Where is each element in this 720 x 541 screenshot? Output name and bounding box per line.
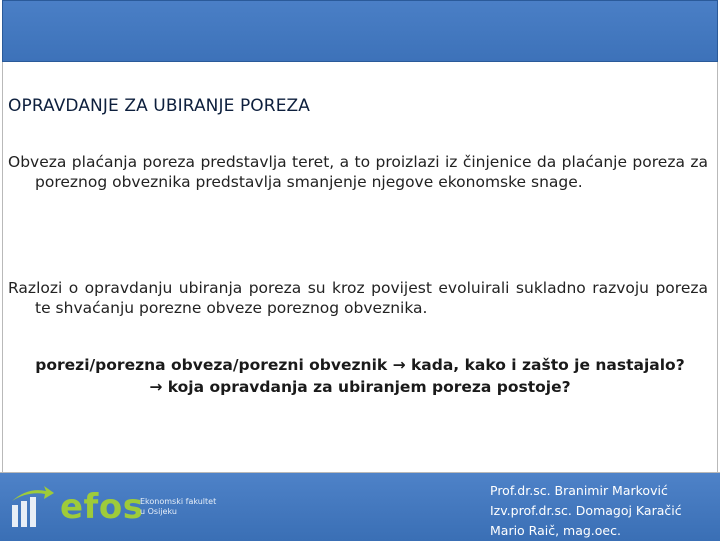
- author-list: [490, 481, 682, 541]
- slide-heading: OPRAVDANJE ZA UBIRANJE POREZA: [8, 96, 311, 116]
- emphasis-block: [0, 354, 720, 398]
- logo-subtitle: [140, 497, 220, 517]
- logo-wordmark: efos: [60, 487, 144, 527]
- emphasis-line-2: → koja opravdanja za ubiranjem poreza postoje?: [149, 378, 571, 396]
- author-2: Izv.prof.dr.sc. Domagoj Karačić: [490, 503, 682, 518]
- efos-logo: [10, 483, 220, 533]
- logo-subtitle-line-2: u Osijeku: [140, 507, 177, 516]
- title-bar: [2, 0, 718, 62]
- author-1: Prof.dr.sc. Branimir Marković: [490, 483, 668, 498]
- paragraph-justification: Razlozi o opravdanju ubiranja poreza su kroz povijest evoluirali sukladno razvoju poreza te shvaćanju porezne obveze poreznog obveznika.: [8, 279, 708, 317]
- author-3: Mario Raič, mag.oec.: [490, 523, 621, 538]
- efos-bars-arrow-icon: [10, 483, 58, 531]
- paragraph-burden: Obveza plaćanja poreza predstavlja teret, a to proizlazi iz činjenice da plaćanje poreza za poreznog obveznika predstavlja smanjenje njegove ekonomske snage.: [8, 153, 708, 191]
- emphasis-line-1: porezi/porezna obveza/porezni obveznik → kada, kako i zašto je nastajalo?: [35, 356, 685, 374]
- content-area: [2, 62, 718, 472]
- logo-subtitle-line-1: Ekonomski fakultet: [140, 497, 217, 506]
- footer-bar: [0, 472, 720, 541]
